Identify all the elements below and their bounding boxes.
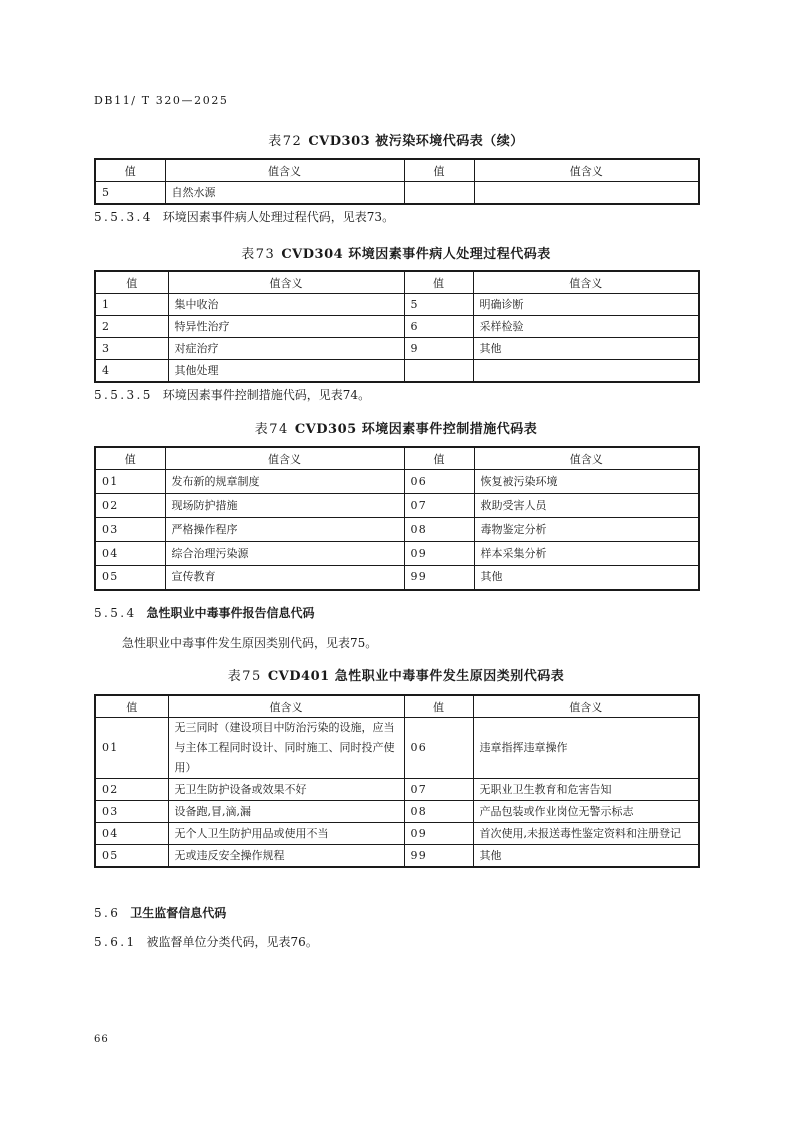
cell-code: 04 bbox=[95, 542, 165, 566]
cell-code: 9 bbox=[404, 338, 473, 360]
clause-5-5-3-4 bbox=[94, 208, 394, 225]
cell-code: 06 bbox=[404, 718, 473, 779]
table-row bbox=[95, 801, 699, 823]
cell-code: 5 bbox=[95, 182, 165, 205]
header-value: 值 bbox=[95, 447, 165, 470]
cell-code: 07 bbox=[404, 779, 473, 801]
cell-meaning bbox=[473, 360, 699, 383]
cell-meaning: 违章指挥违章操作 bbox=[473, 718, 699, 779]
table-row bbox=[95, 360, 699, 383]
cell-code: 03 bbox=[95, 518, 165, 542]
header-meaning: 值含义 bbox=[168, 271, 404, 294]
header-value: 值 bbox=[95, 159, 165, 182]
cell-meaning: 其他 bbox=[473, 338, 699, 360]
cell-code: 01 bbox=[95, 470, 165, 494]
cell-code: 09 bbox=[404, 542, 474, 566]
cell-meaning: 自然水源 bbox=[165, 182, 404, 205]
cell-meaning: 首次使用,未报送毒性鉴定资料和注册登记 bbox=[473, 823, 699, 845]
cell-meaning: 特异性治疗 bbox=[168, 316, 404, 338]
table-row bbox=[95, 182, 699, 205]
clause-number: 5.6.1 bbox=[94, 935, 137, 949]
table-73-title: CVD304 环境因素事件病人处理过程代码表 bbox=[281, 247, 551, 262]
table-row bbox=[95, 542, 699, 566]
table-73-number: 表73 bbox=[241, 247, 276, 262]
table-row bbox=[95, 566, 699, 590]
cell-meaning: 发布新的规章制度 bbox=[165, 470, 404, 494]
header-meaning: 值含义 bbox=[474, 447, 699, 470]
cell-meaning: 无个人卫生防护用品或使用不当 bbox=[168, 823, 404, 845]
header-value: 值 bbox=[404, 159, 474, 182]
cell-code: 3 bbox=[95, 338, 168, 360]
clause-5-6 bbox=[94, 904, 226, 921]
table-73 bbox=[94, 270, 700, 383]
table-row bbox=[95, 518, 699, 542]
clause-5-6-1 bbox=[94, 933, 318, 950]
header-meaning: 值含义 bbox=[165, 159, 404, 182]
cell-code: 02 bbox=[95, 494, 165, 518]
header-value: 值 bbox=[404, 695, 473, 718]
cell-meaning: 救助受害人员 bbox=[474, 494, 699, 518]
header-value: 值 bbox=[95, 271, 168, 294]
cell-code: 02 bbox=[95, 779, 168, 801]
table-75-number: 表75 bbox=[227, 669, 262, 684]
clause-number: 5.5.4 bbox=[94, 606, 137, 620]
clause-heading: 卫生监督信息代码 bbox=[130, 906, 227, 920]
header-value: 值 bbox=[404, 447, 474, 470]
cell-meaning: 无三同时（建设项目中防治污染的设施，应当与主体工程同时设计、同时施工、同时投产使用） bbox=[168, 718, 404, 779]
header-meaning: 值含义 bbox=[473, 695, 699, 718]
clause-heading: 急性职业中毒事件报告信息代码 bbox=[146, 606, 315, 620]
header-meaning: 值含义 bbox=[473, 271, 699, 294]
cell-code: 01 bbox=[95, 718, 168, 779]
header-meaning: 值含义 bbox=[165, 447, 404, 470]
header-value: 值 bbox=[95, 695, 168, 718]
cell-meaning: 无卫生防护设备或效果不好 bbox=[168, 779, 404, 801]
clause-number: 5.6 bbox=[94, 906, 121, 920]
cell-code: 06 bbox=[404, 470, 474, 494]
cell-meaning: 采样检验 bbox=[473, 316, 699, 338]
cell-code: 09 bbox=[404, 823, 473, 845]
header-meaning: 值含义 bbox=[168, 695, 404, 718]
document-code: DB11/ T 320—2025 bbox=[94, 94, 229, 107]
header-value: 值 bbox=[404, 271, 473, 294]
table-73-caption bbox=[94, 243, 698, 262]
cell-meaning: 宣传教育 bbox=[165, 566, 404, 590]
cell-meaning: 其他 bbox=[474, 566, 699, 590]
clause-number: 5.5.3.4 bbox=[94, 210, 153, 224]
cell-meaning: 综合治理污染源 bbox=[165, 542, 404, 566]
cell-meaning: 现场防护措施 bbox=[165, 494, 404, 518]
cell-code: 05 bbox=[95, 566, 165, 590]
page-number: 66 bbox=[94, 1034, 109, 1045]
clause-text: 被监督单位分类代码，见表76。 bbox=[146, 935, 318, 949]
cell-code: 99 bbox=[404, 566, 474, 590]
cell-meaning: 其他 bbox=[473, 845, 699, 868]
table-header-row bbox=[95, 159, 699, 182]
table-72 bbox=[94, 158, 700, 205]
cell-meaning: 明确诊断 bbox=[473, 294, 699, 316]
cell-meaning: 无职业卫生教育和危害告知 bbox=[473, 779, 699, 801]
table-row bbox=[95, 718, 699, 779]
table-row bbox=[95, 823, 699, 845]
table-row bbox=[95, 294, 699, 316]
cell-meaning: 严格操作程序 bbox=[165, 518, 404, 542]
cell-code: 1 bbox=[95, 294, 168, 316]
cell-code: 99 bbox=[404, 845, 473, 868]
cell-meaning: 毒物鉴定分析 bbox=[474, 518, 699, 542]
table-72-title: CVD303 被污染环境代码表（续） bbox=[308, 134, 524, 149]
cell-meaning: 其他处理 bbox=[168, 360, 404, 383]
table-74-title: CVD305 环境因素事件控制措施代码表 bbox=[294, 422, 538, 437]
cell-code: 6 bbox=[404, 316, 473, 338]
table-75 bbox=[94, 694, 700, 868]
cell-meaning: 样本采集分析 bbox=[474, 542, 699, 566]
table-header-row bbox=[95, 695, 699, 718]
table-75-title: CVD401 急性职业中毒事件发生原因类别代码表 bbox=[267, 669, 565, 684]
table-74 bbox=[94, 446, 700, 591]
clause-number: 5.5.3.5 bbox=[94, 388, 153, 402]
table-74-number: 表74 bbox=[254, 422, 289, 437]
table-72-caption bbox=[94, 130, 698, 149]
cell-meaning: 集中收治 bbox=[168, 294, 404, 316]
cell-meaning: 恢复被污染环境 bbox=[474, 470, 699, 494]
clause-text: 环境因素事件病人处理过程代码，见表73。 bbox=[162, 210, 395, 224]
cell-meaning: 产品包装或作业岗位无警示标志 bbox=[473, 801, 699, 823]
cell-code: 03 bbox=[95, 801, 168, 823]
table-72-number: 表72 bbox=[268, 134, 303, 149]
clause-5-5-4 bbox=[94, 604, 315, 621]
clause-5-5-3-5 bbox=[94, 386, 370, 403]
table-75-caption bbox=[94, 665, 698, 684]
table-row bbox=[95, 779, 699, 801]
cell-meaning bbox=[474, 182, 699, 205]
cell-meaning: 对症治疗 bbox=[168, 338, 404, 360]
cell-meaning: 无或违反安全操作规程 bbox=[168, 845, 404, 868]
cell-code: 05 bbox=[95, 845, 168, 868]
table-header-row bbox=[95, 271, 699, 294]
cell-code: 4 bbox=[95, 360, 168, 383]
cell-code bbox=[404, 360, 473, 383]
table-row bbox=[95, 338, 699, 360]
cell-code: 2 bbox=[95, 316, 168, 338]
clause-text: 环境因素事件控制措施代码，见表74。 bbox=[162, 388, 371, 402]
cell-code: 5 bbox=[404, 294, 473, 316]
table-row bbox=[95, 845, 699, 868]
table-row bbox=[95, 316, 699, 338]
cell-code: 07 bbox=[404, 494, 474, 518]
cell-code: 04 bbox=[95, 823, 168, 845]
cell-code: 08 bbox=[404, 518, 474, 542]
cell-meaning: 设备跑,冒,滴,漏 bbox=[168, 801, 404, 823]
header-meaning: 值含义 bbox=[474, 159, 699, 182]
table-row bbox=[95, 470, 699, 494]
table-header-row bbox=[95, 447, 699, 470]
cell-code: 08 bbox=[404, 801, 473, 823]
paragraph-5-5-4: 急性职业中毒事件发生原因类别代码，见表75。 bbox=[122, 636, 378, 650]
cell-code bbox=[404, 182, 474, 205]
table-row bbox=[95, 494, 699, 518]
table-74-caption bbox=[94, 418, 698, 437]
